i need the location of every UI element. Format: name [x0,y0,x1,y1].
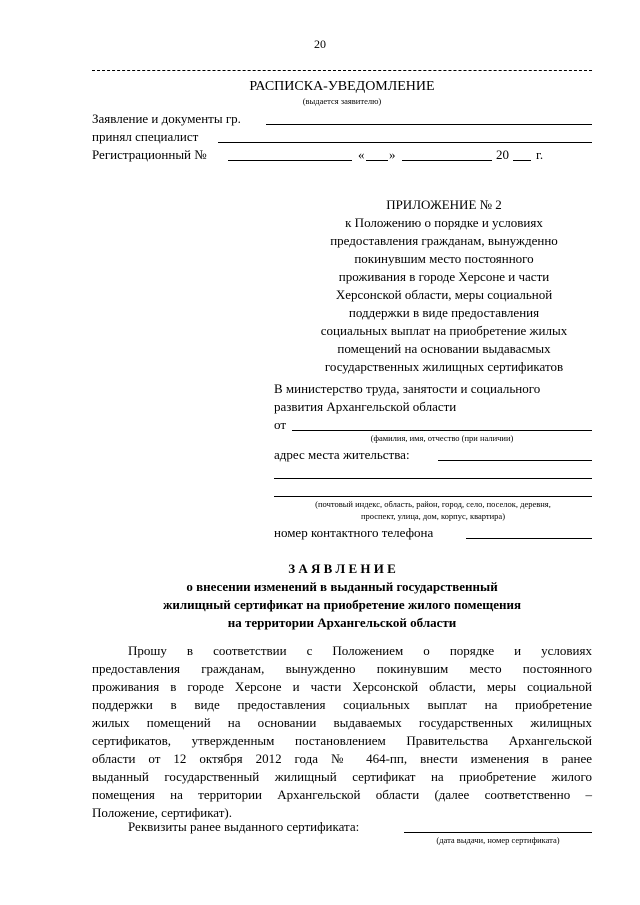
requisites-hint: (дата выдачи, номер сертификата) [436,835,560,845]
phone-label: номер контактного телефона [274,525,434,540]
appendix-line: предоставления гражданам, вынужденно [330,233,558,248]
appendix-line: проживания в городе Херсоне и части [338,269,550,284]
body-line: предоставления гражданам, вынужденно покинувшим место постоянного [92,661,592,676]
statement-subtitle-line: жилищный сертификат на приобретение жилого помещения [162,597,522,612]
requisites-label: Реквизиты ранее выданного сертификата: [128,819,360,834]
receipt-specialist-label: принял специалист [92,129,199,144]
receipt-applicant-label: Заявление и документы гр. [92,111,241,126]
from-label: от [274,417,287,432]
appendix-line: ПРИЛОЖЕНИЕ № 2 [386,197,502,212]
from-hint: (фамилия, имя, отчество (при наличии) [370,433,514,443]
appendix-block [296,196,592,376]
body-line: выданный государственный жилищный сертификат на приобретение жилого [92,769,592,784]
address-hint: проспект, улица, дом, корпус, квартира) [360,511,506,521]
receipt-title: РАСПИСКА-УВЕДОМЛЕНИЕ [249,79,435,94]
page-number: 20 [314,37,326,51]
receipt-date-open: « [358,147,365,162]
statement-subtitle-line: на территории Архангельской области [227,615,457,630]
receipt-regnum-field[interactable] [228,160,352,161]
address-field-2[interactable] [274,478,592,479]
dashed-separator [92,70,592,71]
receipt-applicant-field[interactable] [266,124,592,125]
statement-subtitle [92,578,592,632]
body-line: проживания в городе Херсоне и части Херсонской области, меры социальной [92,679,592,694]
receipt-year-prefix: 20 [496,147,509,162]
addressee-line: В министерство труда, занятости и социального [274,381,541,396]
receipt-month-field[interactable] [402,160,492,161]
address-field-3[interactable] [274,496,592,497]
requisites-field[interactable] [404,832,592,833]
appendix-line: социальных выплат на приобретение жилых [320,323,568,338]
statement-body [92,642,592,822]
appendix-line: покинувшим место постоянного [354,251,534,266]
appendix-line: государственных жилищных сертификатов [324,359,564,374]
appendix-line: к Положению о порядке и условиях [345,215,543,230]
receipt-date-close: » [389,147,396,162]
body-line: Прошу в соответствии с Положением о порядке и условиях [128,643,592,658]
receipt-day-field[interactable] [366,160,388,161]
body-line: сертификатов, утвержденным постановлением Правительства Архангельской [92,733,592,748]
receipt-specialist-field[interactable] [218,142,592,143]
receipt-year-field[interactable] [513,160,531,161]
body-line: жилых помещений на основании выдаваемых государственных жилищных [92,715,592,730]
from-field[interactable] [292,430,592,431]
body-line: области от 12 октября 2012 года № 464-пп, внести изменения в ранее [92,751,592,766]
receipt-regnum-label: Регистрационный № [92,147,207,162]
address-field-1[interactable] [438,460,592,461]
address-hint: (почтовый индекс, область, район, город, село, поселок, деревня, [315,499,551,509]
body-line: Положение, сертификат). [92,805,233,820]
appendix-line: поддержки в виде предоставления [348,305,540,320]
receipt-subtitle: (выдается заявителю) [302,96,382,106]
body-line: помещения на территории Архангельской области (далее соответственно – [92,787,592,802]
receipt-year-suffix: г. [536,147,544,162]
address-label: адрес места жительства: [274,447,410,462]
phone-field[interactable] [466,538,592,539]
statement-subtitle-line: о внесении изменений в выданный государственный [186,579,498,594]
addressee-line: развития Архангельской области [274,399,457,414]
statement-title: З А Я В Л Е Н И Е [288,561,396,576]
appendix-line: помещений на основании выдавасмых [337,341,551,356]
body-line: поддержки в виде предоставления социальных выплат на приобретение [92,697,592,712]
appendix-line: Херсонской области, меры социальной [335,287,553,302]
